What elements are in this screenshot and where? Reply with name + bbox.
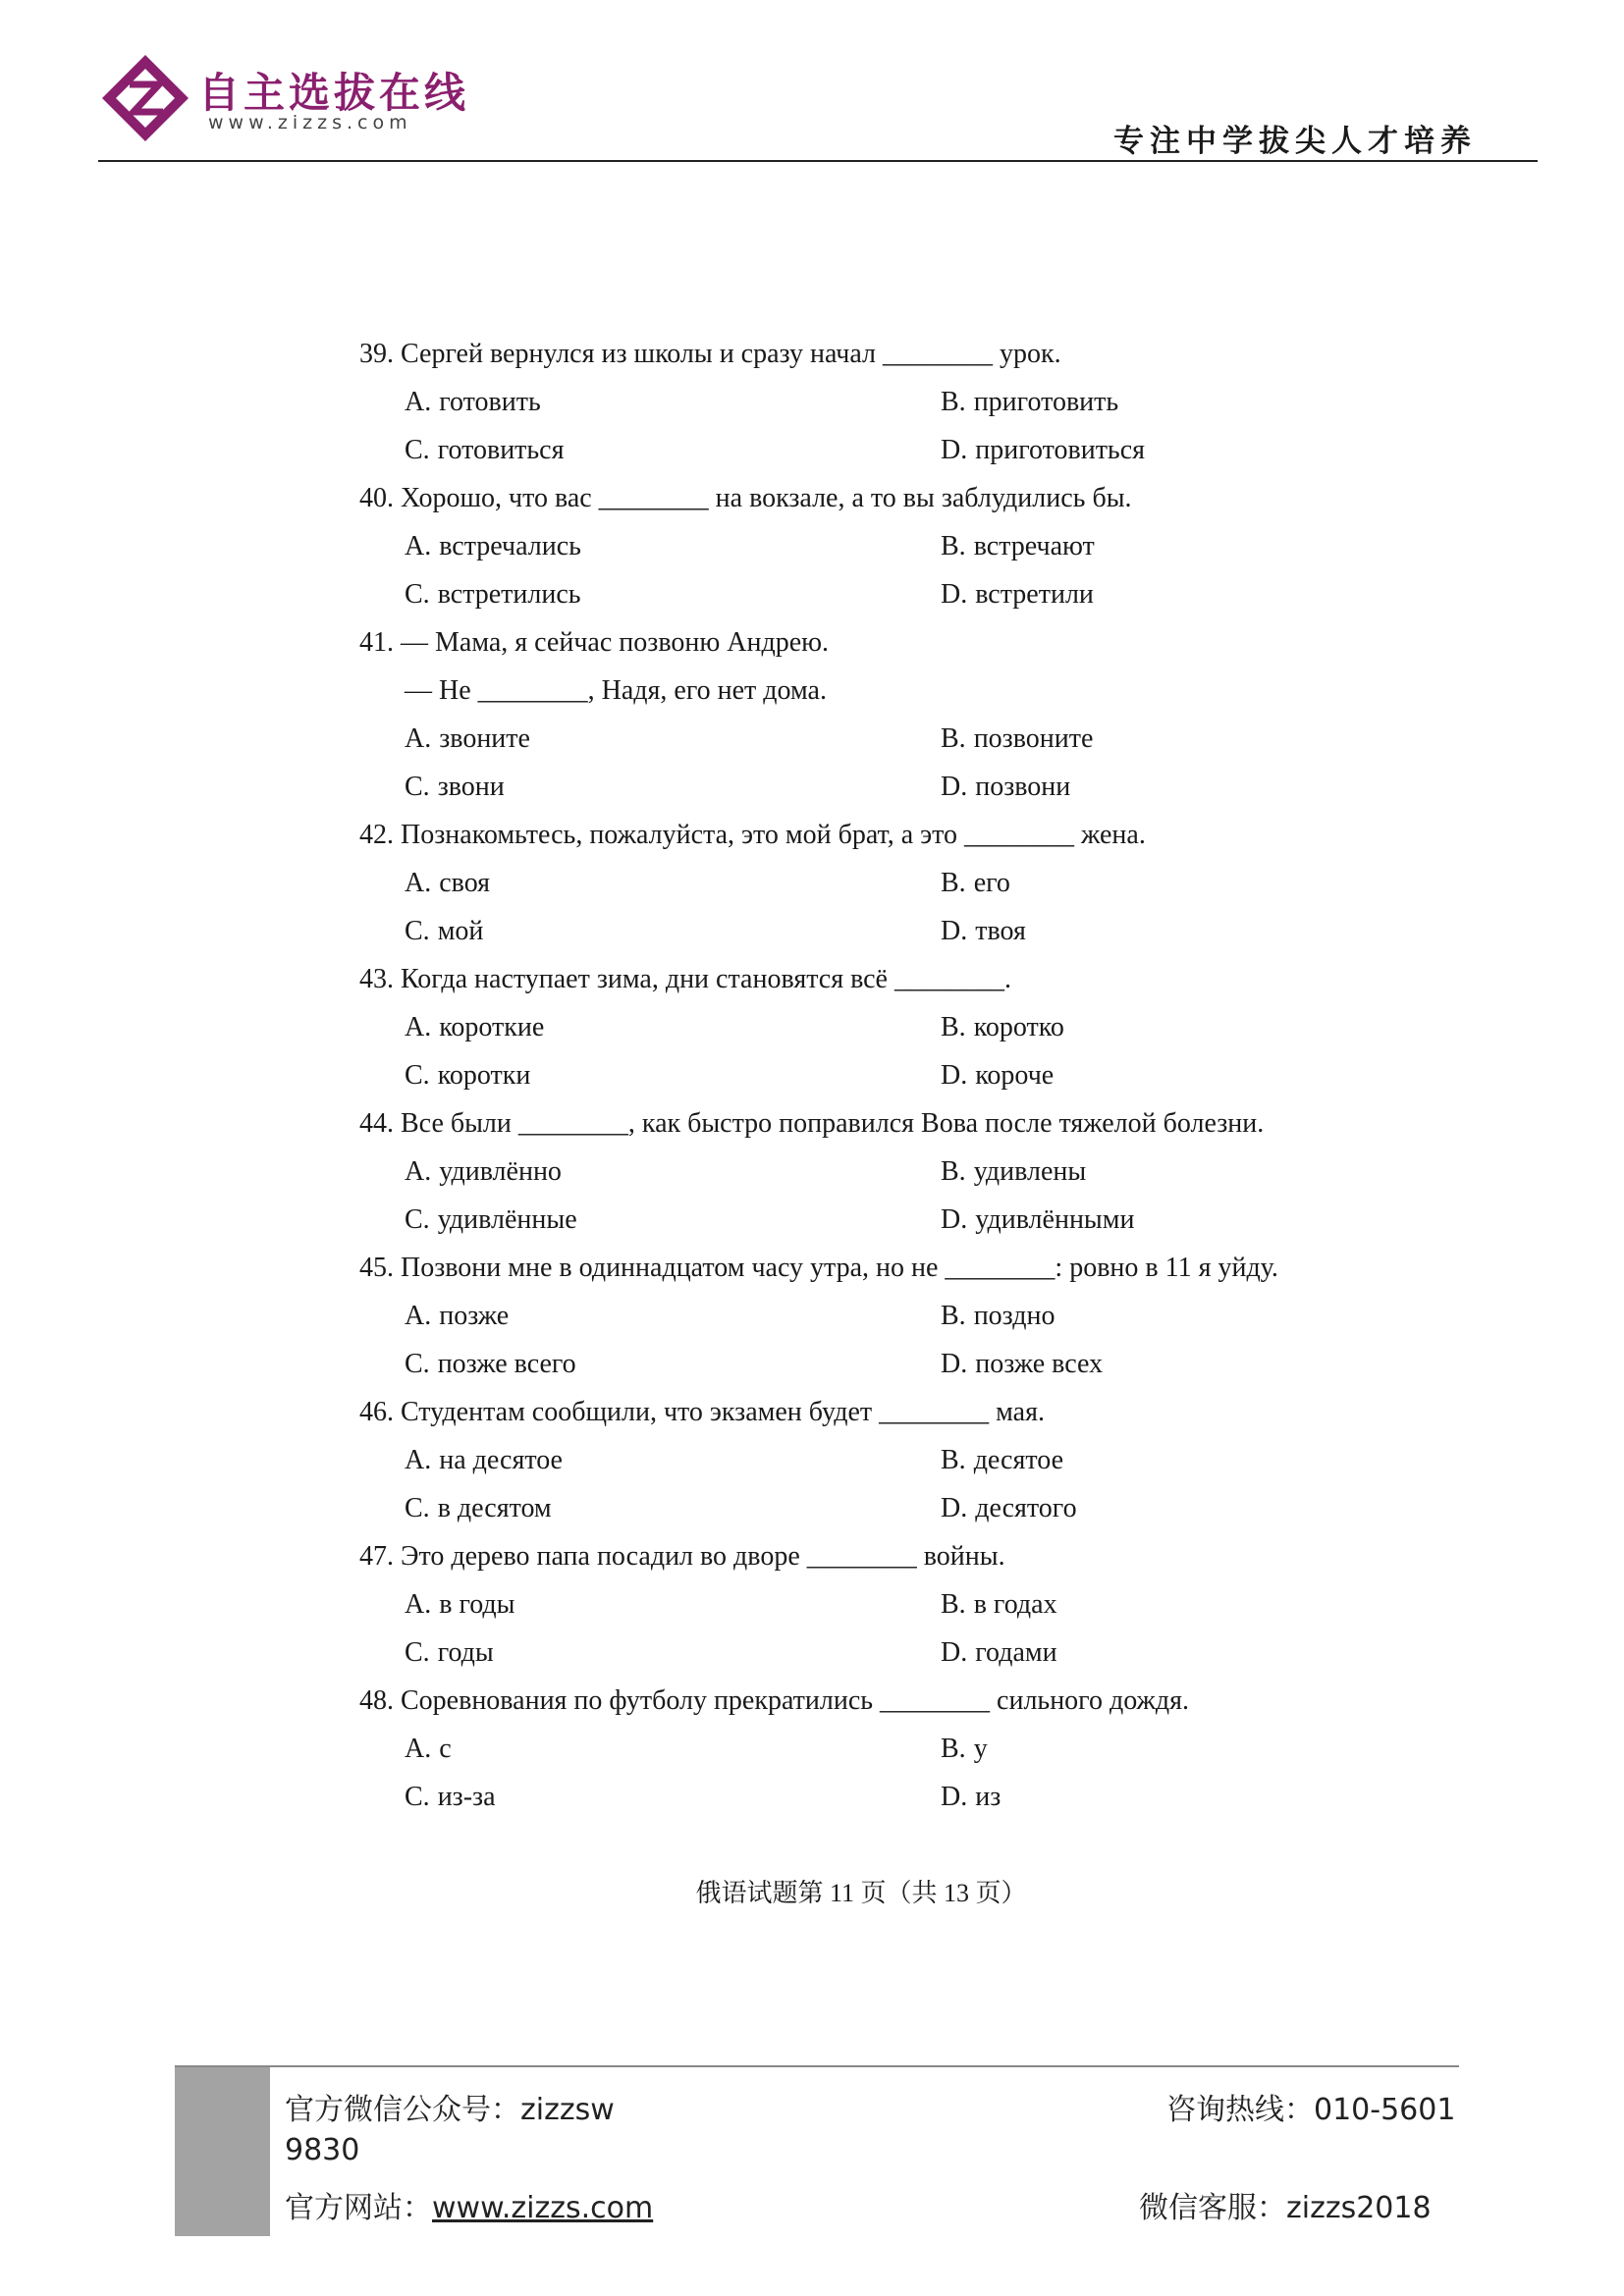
question-text [0,1099,1624,1148]
answer-option [405,1196,577,1244]
answer-option [405,1773,496,1821]
option-row [0,715,1624,763]
option-letter: A. [405,531,432,561]
question-stem: Это дерево папа посадил во дворе ________ войны. [401,1541,1005,1572]
answer-option [405,1292,509,1340]
option-text: позвони [975,772,1071,802]
answer-option [405,522,581,570]
option-row [0,763,1624,811]
question-stem: Соревнования по футболу прекратились ________ сильного дождя. [401,1685,1189,1716]
option-letter: D. [941,1349,968,1379]
question-stem: Хорошо, что вас ________ на вокзале, а то вы заблудились бы. [401,483,1132,513]
answer-option [405,1003,544,1051]
option-text: звони [437,772,505,802]
question-text [0,330,1624,378]
answer-option [405,426,565,474]
answer-option [941,1292,1055,1340]
option-letter: D. [941,916,968,946]
option-text: из-за [437,1782,496,1812]
answer-option [941,715,1093,763]
option-letter: D. [941,1493,968,1523]
option-text: коротки [437,1060,531,1091]
answer-option [941,570,1094,618]
option-letter: C. [405,1060,430,1091]
option-row [0,1292,1624,1340]
option-letter: D. [941,772,968,802]
option-row [0,907,1624,955]
question-number: 39. [359,339,394,369]
option-text: из [975,1782,1001,1812]
option-text: в годы [439,1589,515,1620]
answer-option [405,1725,452,1773]
question-text [0,1244,1361,1292]
question-text [0,1677,1624,1725]
question-text [0,811,1624,859]
logo-subtitle: www.zizzs.com [208,112,412,133]
answer-option [405,1148,562,1196]
question-item [0,618,1624,811]
option-letter: C. [405,916,430,946]
option-letter: A. [405,868,432,898]
question-text [0,955,1624,1003]
option-row [0,1629,1624,1677]
option-text: годы [437,1637,494,1668]
option-row [0,1484,1624,1532]
question-text [0,667,1624,715]
footer-side-bar [175,2067,270,2236]
option-letter: C. [405,772,430,802]
option-text: своя [439,868,491,898]
question-stem: Все были ________, как быстро поправился Вова после тяжелой болезни. [401,1108,1265,1139]
option-row [0,1148,1624,1196]
option-text: позже всего [437,1349,576,1379]
option-text: звоните [439,723,530,754]
answer-option [941,1629,1057,1677]
option-letter: C. [405,1493,430,1523]
option-row [0,1003,1624,1051]
option-letter: A. [405,1589,432,1620]
question-stem: Студентам сообщили, что экзамен будет ________ мая. [401,1397,1045,1427]
answer-option [941,1196,1134,1244]
option-text: встречались [439,531,581,561]
option-row [0,1580,1624,1629]
answer-option [941,1003,1064,1051]
option-letter: A. [405,723,432,754]
option-letter: D. [941,1782,968,1812]
answer-option [941,1725,988,1773]
answer-option [941,1484,1077,1532]
option-letter: D. [941,435,968,465]
answer-option [405,1051,530,1099]
option-letter: C. [405,1637,430,1668]
option-text: встретились [437,579,581,610]
option-text: годами [975,1637,1057,1668]
option-letter: B. [941,868,966,898]
option-text: его [973,868,1010,898]
option-row [0,1340,1624,1388]
page-number: 俄语试题第 11 页（共 13 页） [695,1879,1027,1907]
option-letter: C. [405,579,430,610]
option-letter: A. [405,387,432,417]
answer-option [941,1148,1086,1196]
answer-option [941,1340,1103,1388]
option-letter: A. [405,1445,432,1475]
question-item [0,330,1624,474]
answer-option [941,1580,1057,1629]
option-text: встречают [973,531,1095,561]
question-number: 48. [359,1685,394,1716]
answer-option [941,859,1010,907]
option-text: у [973,1734,988,1764]
option-letter: B. [941,1589,966,1620]
answer-option [941,522,1095,570]
option-text: мой [437,916,484,946]
option-row [0,1051,1624,1099]
question-item [0,1244,1624,1388]
option-text: позже всех [975,1349,1104,1379]
option-letter: A. [405,1012,432,1042]
question-list [0,330,1624,1821]
option-text: на десятое [439,1445,563,1475]
option-text: десятого [975,1493,1077,1523]
question-stem: — Мама, я сейчас позвоню Андрею. [401,627,830,658]
question-item [0,811,1624,955]
option-letter: C. [405,435,430,465]
option-letter: B. [941,1156,966,1187]
option-letter: A. [405,1734,432,1764]
footer-divider [175,2065,1459,2067]
option-text: удивлёнными [975,1204,1135,1235]
option-text: твоя [975,916,1026,946]
answer-option [405,1340,576,1388]
option-text: с [439,1734,452,1764]
footer-website-link[interactable]: www.zizzs.com [432,2191,654,2225]
answer-option [405,859,490,907]
option-text: в годах [973,1589,1057,1620]
option-letter: A. [405,1156,432,1187]
footer-wechat-continued: 9830 [285,2133,360,2167]
option-text: короткие [439,1012,545,1042]
option-letter: D. [941,1637,968,1668]
answer-option [941,763,1070,811]
question-text [0,1532,1624,1580]
option-letter: C. [405,1204,430,1235]
answer-option [405,1436,563,1484]
option-text: поздно [973,1301,1056,1331]
option-letter: B. [941,723,966,754]
question-number: 43. [359,964,394,994]
option-text: короче [975,1060,1055,1091]
answer-option [941,1051,1054,1099]
option-row [0,1773,1624,1821]
answer-option [405,1484,552,1532]
question-item [0,1099,1624,1244]
footer-customer-service: 微信客服：zizzs2018 [1139,2191,1432,2225]
logo-title: 自主选拔在线 [198,69,470,117]
question-stem: Позвони мне в одиннадцатом часу утра, но не ________: ровно в 11 я уйду. [401,1253,1278,1283]
question-stem: Сергей вернулся из школы и сразу начал ________ урок. [401,339,1061,369]
footer-website [285,2183,653,2226]
option-text: приготовиться [975,435,1146,465]
logo-icon [98,51,192,145]
option-row [0,1436,1624,1484]
option-text: коротко [973,1012,1064,1042]
option-text: приготовить [973,387,1119,417]
footer-wechat: 官方微信公众号：zizzsw [285,2093,615,2127]
option-letter: B. [941,1445,966,1475]
question-text [0,474,1624,522]
question-item [0,1532,1624,1677]
question-text [0,618,1624,667]
question-item [0,1388,1624,1532]
question-number: 41. [359,627,394,658]
option-row [0,378,1624,426]
question-number: 44. [359,1108,394,1139]
option-text: десятое [973,1445,1064,1475]
answer-option [405,1580,515,1629]
option-letter: B. [941,1012,966,1042]
option-text: позже [439,1301,510,1331]
answer-option [405,907,483,955]
option-row [0,1725,1624,1773]
question-number: 45. [359,1253,394,1283]
header-divider [98,160,1538,162]
footer-website-label: 官方网站： [285,2191,432,2225]
option-row [0,1196,1624,1244]
answer-option [941,378,1118,426]
question-item [0,955,1624,1099]
option-letter: D. [941,579,968,610]
option-row [0,859,1624,907]
question-text [0,1388,1624,1436]
option-text: удивлённые [437,1204,577,1235]
question-stem: Познакомьтесь, пожалуйста, это мой брат, а это ________ жена. [401,820,1146,850]
footer-hotline: 咨询热线：010-5601 [1166,2093,1456,2127]
question-number: 40. [359,483,394,513]
option-row [0,426,1624,474]
option-letter: C. [405,1782,430,1812]
option-letter: B. [941,1301,966,1331]
answer-option [941,426,1145,474]
answer-option [405,715,530,763]
option-letter: D. [941,1060,968,1091]
answer-option [405,1629,494,1677]
answer-option [941,1436,1063,1484]
question-stem: Когда наступает зима, дни становятся всё ________. [401,964,1011,994]
answer-option [941,907,1026,955]
question-stem: — Не ________, Надя, его нет дома. [405,675,827,706]
question-number: 46. [359,1397,394,1427]
answer-option [405,570,581,618]
option-row [0,522,1624,570]
answer-option [941,1773,1001,1821]
question-number: 47. [359,1541,394,1572]
question-number: 42. [359,820,394,850]
question-item [0,474,1624,618]
option-text: готовить [439,387,541,417]
option-text: в десятом [437,1493,552,1523]
option-letter: D. [941,1204,968,1235]
option-letter: B. [941,1734,966,1764]
option-letter: C. [405,1349,430,1379]
option-letter: A. [405,1301,432,1331]
header-slogan: 专注中学拔尖人才培养 [1113,124,1477,159]
option-letter: B. [941,531,966,561]
question-item [0,1677,1624,1821]
answer-option [405,378,541,426]
answer-option [405,763,505,811]
page-header [0,0,1624,167]
option-text: удивлённо [439,1156,562,1187]
option-text: удивлены [973,1156,1087,1187]
option-text: готовиться [437,435,565,465]
option-text: встретили [975,579,1094,610]
option-row [0,570,1624,618]
option-text: позвоните [973,723,1094,754]
option-letter: B. [941,387,966,417]
